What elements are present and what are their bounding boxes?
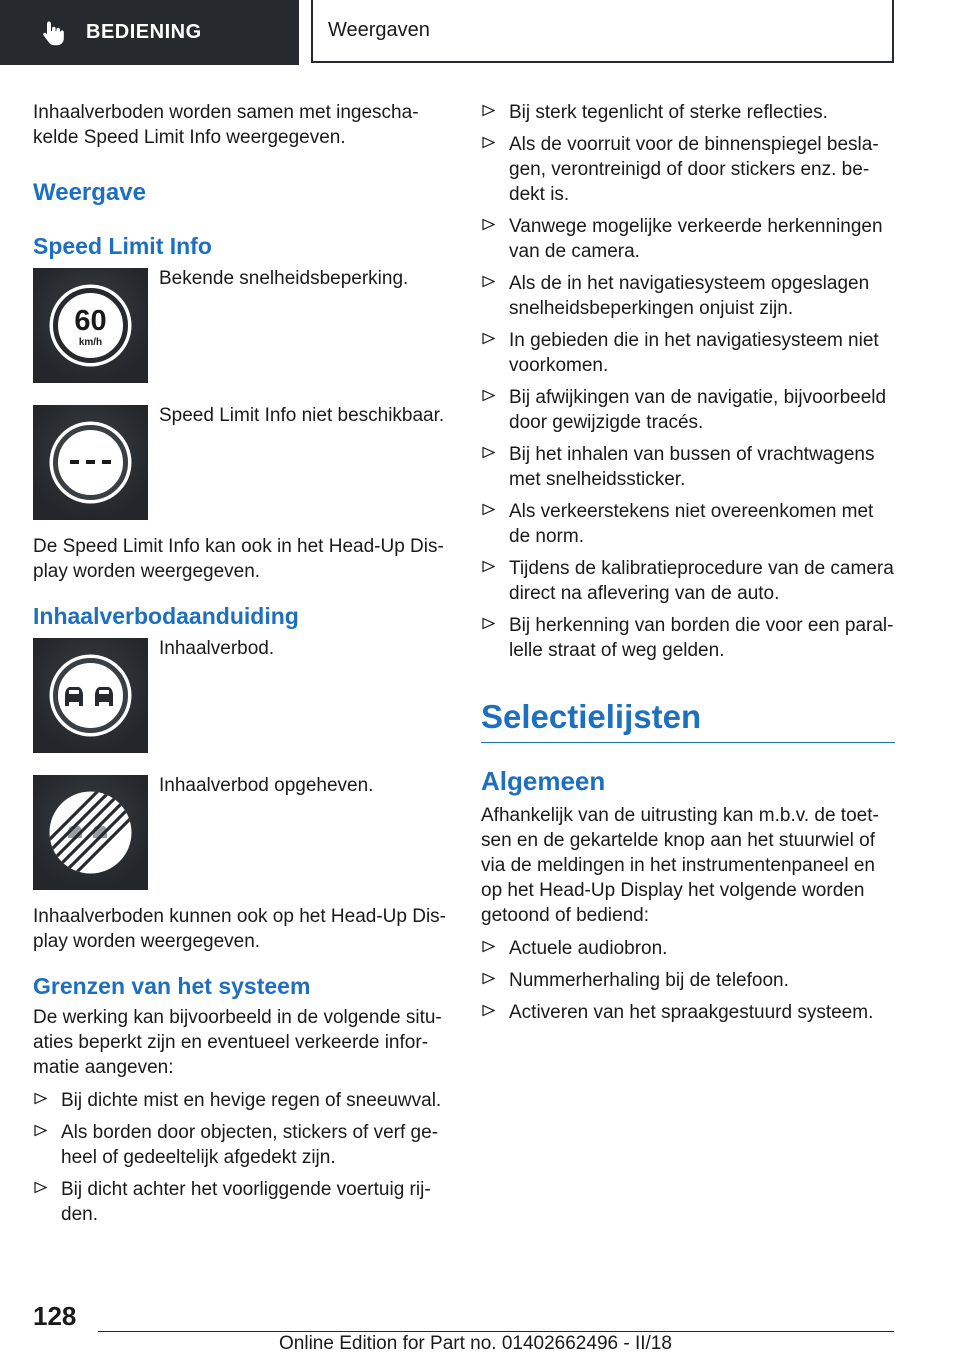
list-item: Als de in het navigatiesysteem opgeslagen snelheidsbeperkingen onjuist zijn.	[481, 271, 895, 321]
hud-speed-paragraph: De Speed Limit Info kan ook in het Head-Up Display worden weergegeven.	[33, 536, 444, 582]
heading-weergave: Weergave	[33, 179, 146, 206]
triangle-bullet-icon	[482, 218, 495, 231]
hud-overtake-paragraph: Inhaalverboden kunnen ook op het Head-Up Display worden weergegeven.	[33, 906, 446, 952]
chapter-label: BEDIENING	[86, 21, 202, 43]
heading-selection-lists: Selectielijsten	[481, 697, 895, 743]
list-item: Als borden door objecten, stickers of verf geheel of gedeeltelijk afgedekt zijn.	[33, 1120, 447, 1170]
caption-known-limit: Bekende snelheidsbeperking.	[159, 268, 409, 289]
triangle-bullet-icon	[482, 503, 495, 516]
triangle-bullet-icon	[482, 275, 495, 288]
page-title: Weergaven	[328, 19, 430, 41]
list-item: Nummerherhaling bij de telefoon.	[481, 968, 895, 993]
limit-unavailable-sign-image	[33, 405, 148, 520]
right-column	[481, 100, 895, 1032]
hand-pointer-icon	[42, 20, 64, 46]
list-item: In gebieden die in het navigatiesysteem niet voorkomen.	[481, 328, 895, 378]
no-overtaking-sign-image	[33, 638, 148, 753]
list-item: Actuele audiobron.	[481, 936, 895, 961]
triangle-bullet-icon	[482, 972, 495, 985]
triangle-bullet-icon	[482, 104, 495, 117]
no-overtaking-icon	[33, 638, 148, 753]
speed-sign-row	[33, 268, 447, 383]
list-item: Tijdens de kalibratieprocedure van de camera direct na aflevering van de auto.	[481, 556, 895, 606]
triangle-bullet-icon	[482, 446, 495, 459]
footer-divider	[98, 1331, 894, 1332]
triangle-bullet-icon	[482, 389, 495, 402]
speed-limit-sign-image	[33, 268, 148, 383]
list-item: Bij dicht achter het voorliggende voertuig rijden.	[33, 1177, 447, 1227]
intro-paragraph: Inhaalverboden worden samen met ingeschakelde Speed Limit Info weergegeven.	[33, 102, 419, 148]
unavailable-sign-row	[33, 405, 447, 520]
heading-overtake: Inhaalverbodaanduiding	[33, 603, 299, 629]
list-item: Bij dichte mist en hevige regen of sneeuwval.	[33, 1088, 447, 1113]
left-column	[33, 100, 447, 1234]
general-paragraph: Afhankelijk van de uitrusting kan m.b.v. de toetsen en de gekartelde knop aan het stuurwiel of via de meldingen in het instrumentenpaneel en op het Head-Up Display het volgende worden getoond of bediend:	[481, 805, 879, 926]
triangle-bullet-icon	[482, 940, 495, 953]
list-item: Bij sterk tegenlicht of sterke reflecties.	[481, 100, 895, 125]
triangle-bullet-icon	[482, 560, 495, 573]
list-item: Vanwege mogelijke verkeerde herkenningen van de camera.	[481, 214, 895, 264]
list-item: Als verkeerstekens niet overeenkomen met de norm.	[481, 499, 895, 549]
limits-list-continued	[481, 100, 895, 663]
triangle-bullet-icon	[482, 136, 495, 149]
list-item: Bij afwijkingen van de navigatie, bijvoorbeeld door gewijzigde tracés.	[481, 385, 895, 435]
no-overtake-sign-row	[33, 638, 447, 753]
limits-list	[33, 1088, 447, 1227]
speed-sign-value: 60	[74, 305, 107, 337]
triangle-bullet-icon	[34, 1181, 47, 1194]
triangle-bullet-icon	[482, 1004, 495, 1017]
caption-no-overtake: Inhaalverbod.	[159, 638, 275, 659]
list-item: Bij herkenning van borden die voor een parallelle straat of weg gelden.	[481, 613, 895, 663]
page-number: 128	[33, 1301, 77, 1331]
triangle-bullet-icon	[34, 1124, 47, 1137]
caption-unavailable: Speed Limit Info niet beschikbaar.	[159, 405, 445, 426]
heading-system-limits: Grenzen van het systeem	[33, 973, 311, 999]
triangle-bullet-icon	[34, 1092, 47, 1105]
general-list	[481, 936, 895, 1025]
heading-general: Algemeen	[481, 766, 606, 796]
end-no-overtaking-icon	[33, 775, 148, 890]
overtake-end-sign-row	[33, 775, 447, 890]
chapter-tab	[0, 0, 299, 65]
speed-limit-60-icon	[33, 268, 148, 383]
page-header	[311, 0, 894, 63]
caption-overtake-end: Inhaalverbod opgeheven.	[159, 775, 374, 796]
triangle-bullet-icon	[482, 617, 495, 630]
footer-edition: Online Edition for Part no. 01402662496 - II/18	[279, 1333, 672, 1354]
list-item: Activeren van het spraakgestuurd systeem.	[481, 1000, 895, 1025]
limits-intro: De werking kan bijvoorbeeld in de volgende situaties beperkt zijn en eventueel verkeerde informatie aangeven:	[33, 1007, 442, 1078]
triangle-bullet-icon	[482, 332, 495, 345]
heading-speed-limit-info: Speed Limit Info	[33, 233, 212, 259]
list-item: Bij het inhalen van bussen of vrachtwagens met snelheidssticker.	[481, 442, 895, 492]
limit-unavailable-icon	[33, 405, 148, 520]
list-item: Als de voorruit voor de binnenspiegel beslagen, verontreinigd of door stickers enz. bedekt is.	[481, 132, 895, 207]
speed-sign-unit: km/h	[78, 337, 103, 348]
end-no-overtaking-sign-image	[33, 775, 148, 890]
